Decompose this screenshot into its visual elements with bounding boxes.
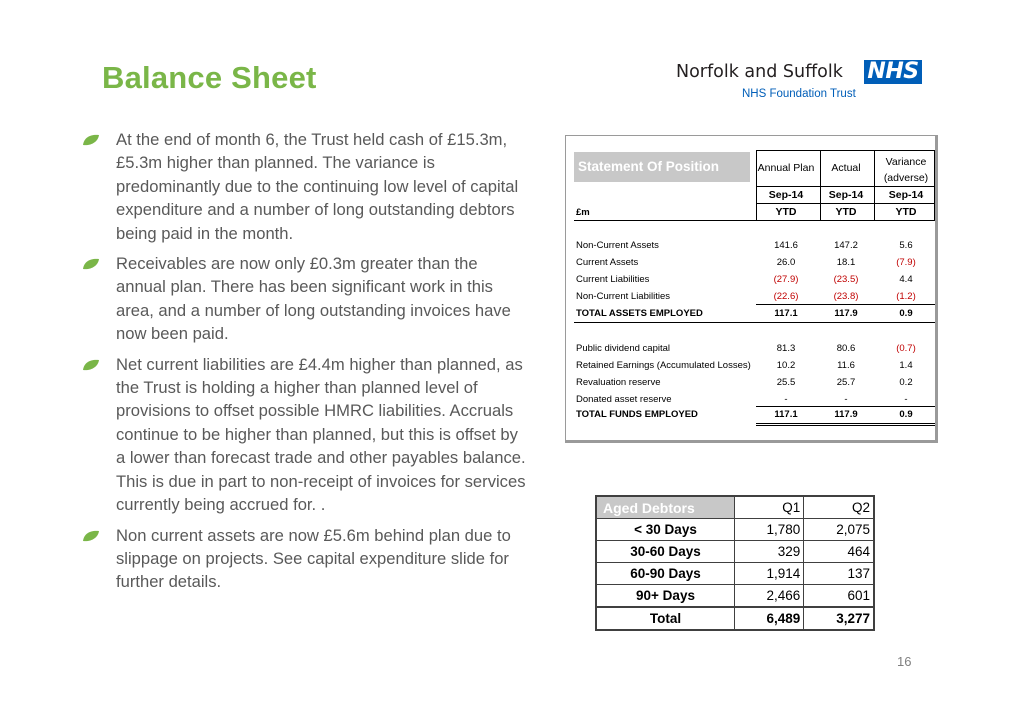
period-actual: Sep-14 (828, 189, 864, 201)
row-label: Retained Earnings (Accumulated Losses) (576, 360, 751, 371)
row-label: Current Liabilities (576, 274, 650, 285)
row-variance: (0.7) (896, 343, 916, 354)
row-label: 90+ Days (596, 585, 735, 608)
table-row (596, 585, 874, 608)
statement-of-position-table (565, 135, 938, 443)
row-q2: 137 (804, 563, 874, 585)
row-actual: (23.5) (833, 274, 859, 285)
row-label: 30-60 Days (596, 541, 735, 563)
col-header-plan: Annual Plan (757, 162, 815, 174)
ytd-plan: YTD (775, 206, 797, 218)
unit-label: £m (576, 207, 590, 218)
row-label: Donated asset reserve (576, 394, 672, 405)
row-plan: 141.6 (774, 240, 798, 251)
leaf-bullet-icon (82, 359, 100, 371)
row-actual: 25.7 (836, 377, 856, 388)
slide-title: Balance Sheet (102, 60, 317, 95)
total-plan: 117.1 (774, 308, 798, 319)
table-row (596, 519, 874, 541)
aged-debtors-table (595, 495, 875, 631)
total-actual: 117.9 (834, 308, 858, 319)
total-variance: 0.9 (899, 409, 913, 420)
row-label: Current Assets (576, 257, 639, 268)
total-q2: 3,277 (804, 607, 874, 630)
table-row (596, 541, 874, 563)
nhs-logo-badge: NHS (864, 60, 922, 84)
col-header-actual: Actual (831, 162, 861, 174)
page-number: 16 (897, 654, 912, 669)
row-label: Revaluation reserve (576, 377, 661, 388)
sop-title: Statement Of Position (574, 152, 750, 182)
row-plan: 25.5 (776, 377, 796, 388)
period-plan: Sep-14 (768, 189, 804, 201)
total-row (596, 607, 874, 630)
row-actual: 80.6 (836, 343, 856, 354)
col-header-variance: Variance (adverse) (883, 156, 929, 184)
row-label: Non-Current Assets (576, 240, 659, 251)
row-q2: 2,075 (804, 519, 874, 541)
bullet-text: Non current assets are now £5.6m behind plan due to slippage on projects. See capital expenditure slide for further details. (116, 525, 511, 592)
leaf-bullet-icon (82, 530, 100, 542)
row-actual: (23.8) (833, 291, 859, 302)
row-q1: 329 (735, 541, 804, 563)
row-q2: 601 (804, 585, 874, 608)
total-variance: 0.9 (899, 308, 913, 319)
row-actual: - (844, 394, 848, 405)
row-plan: 81.3 (776, 343, 796, 354)
total-label: Total (596, 607, 735, 630)
row-label: 60-90 Days (596, 563, 735, 585)
bullet-item (82, 524, 528, 594)
row-label: Public dividend capital (576, 343, 671, 354)
total-q1: 6,489 (735, 607, 804, 630)
row-actual: 11.6 (837, 360, 855, 371)
leaf-bullet-icon (82, 258, 100, 270)
row-plan: (27.9) (773, 274, 799, 285)
bullet-item (82, 252, 528, 346)
table-row (596, 563, 874, 585)
col-header-q2: Q2 (804, 496, 874, 519)
logo-trust-name: Norfolk and Suffolk (676, 62, 843, 82)
bullet-text: At the end of month 6, the Trust held cash of £15.3m, £5.3m higher than planned. The variance is predominantly due to the continuing low level of capital expenditure and a number of long outstanding debtors being paid in the month. (116, 130, 519, 243)
row-label: < 30 Days (596, 519, 735, 541)
bullet-item (82, 128, 528, 245)
row-q1: 1,914 (735, 563, 804, 585)
row-variance: 5.6 (899, 240, 913, 251)
aged-debtors-title: Aged Debtors (596, 496, 735, 519)
row-variance: (7.9) (896, 257, 916, 268)
total-label: TOTAL FUNDS EMPLOYED (576, 409, 698, 420)
leaf-bullet-icon (82, 134, 100, 146)
row-plan: 26.0 (776, 257, 796, 268)
row-variance: 1.4 (899, 360, 913, 371)
ytd-variance: YTD (895, 206, 917, 218)
total-label: TOTAL ASSETS EMPLOYED (576, 308, 703, 319)
row-variance: (1.2) (896, 291, 916, 302)
total-actual: 117.9 (834, 409, 858, 420)
period-variance: Sep-14 (888, 189, 924, 201)
row-plan: - (784, 394, 788, 405)
bullet-text: Net current liabilities are £4.4m higher than planned, as the Trust is holding a higher than planned level of provisions to offset possible HMRC liabilities. Accruals continue to be higher than planned, but this is offset by a lower than forecast trade and other payables balance. This is due in part to non-receipt of invoices for services currently being accrued for. . (116, 354, 526, 515)
row-actual: 18.1 (836, 257, 856, 268)
row-variance: 0.2 (899, 377, 913, 388)
ytd-actual: YTD (835, 206, 857, 218)
row-variance: - (904, 394, 908, 405)
row-q2: 464 (804, 541, 874, 563)
row-plan: 10.2 (776, 360, 796, 371)
logo-subtitle: NHS Foundation Trust (742, 88, 856, 100)
row-q1: 1,780 (735, 519, 804, 541)
bullet-text: Receivables are now only £0.3m greater than the annual plan. There has been significant work in this area, and a number of long outstanding invoices have now been paid. (116, 254, 511, 344)
row-label: Non-Current Liabilities (576, 291, 670, 302)
bullet-list (82, 128, 528, 601)
bullet-item (82, 353, 528, 517)
total-plan: 117.1 (774, 409, 798, 420)
row-plan: (22.6) (773, 291, 799, 302)
row-q1: 2,466 (735, 585, 804, 608)
nhs-trust-logo (676, 60, 926, 104)
col-header-q1: Q1 (735, 496, 804, 519)
row-actual: 147.2 (834, 240, 858, 251)
row-variance: 4.4 (899, 274, 913, 285)
